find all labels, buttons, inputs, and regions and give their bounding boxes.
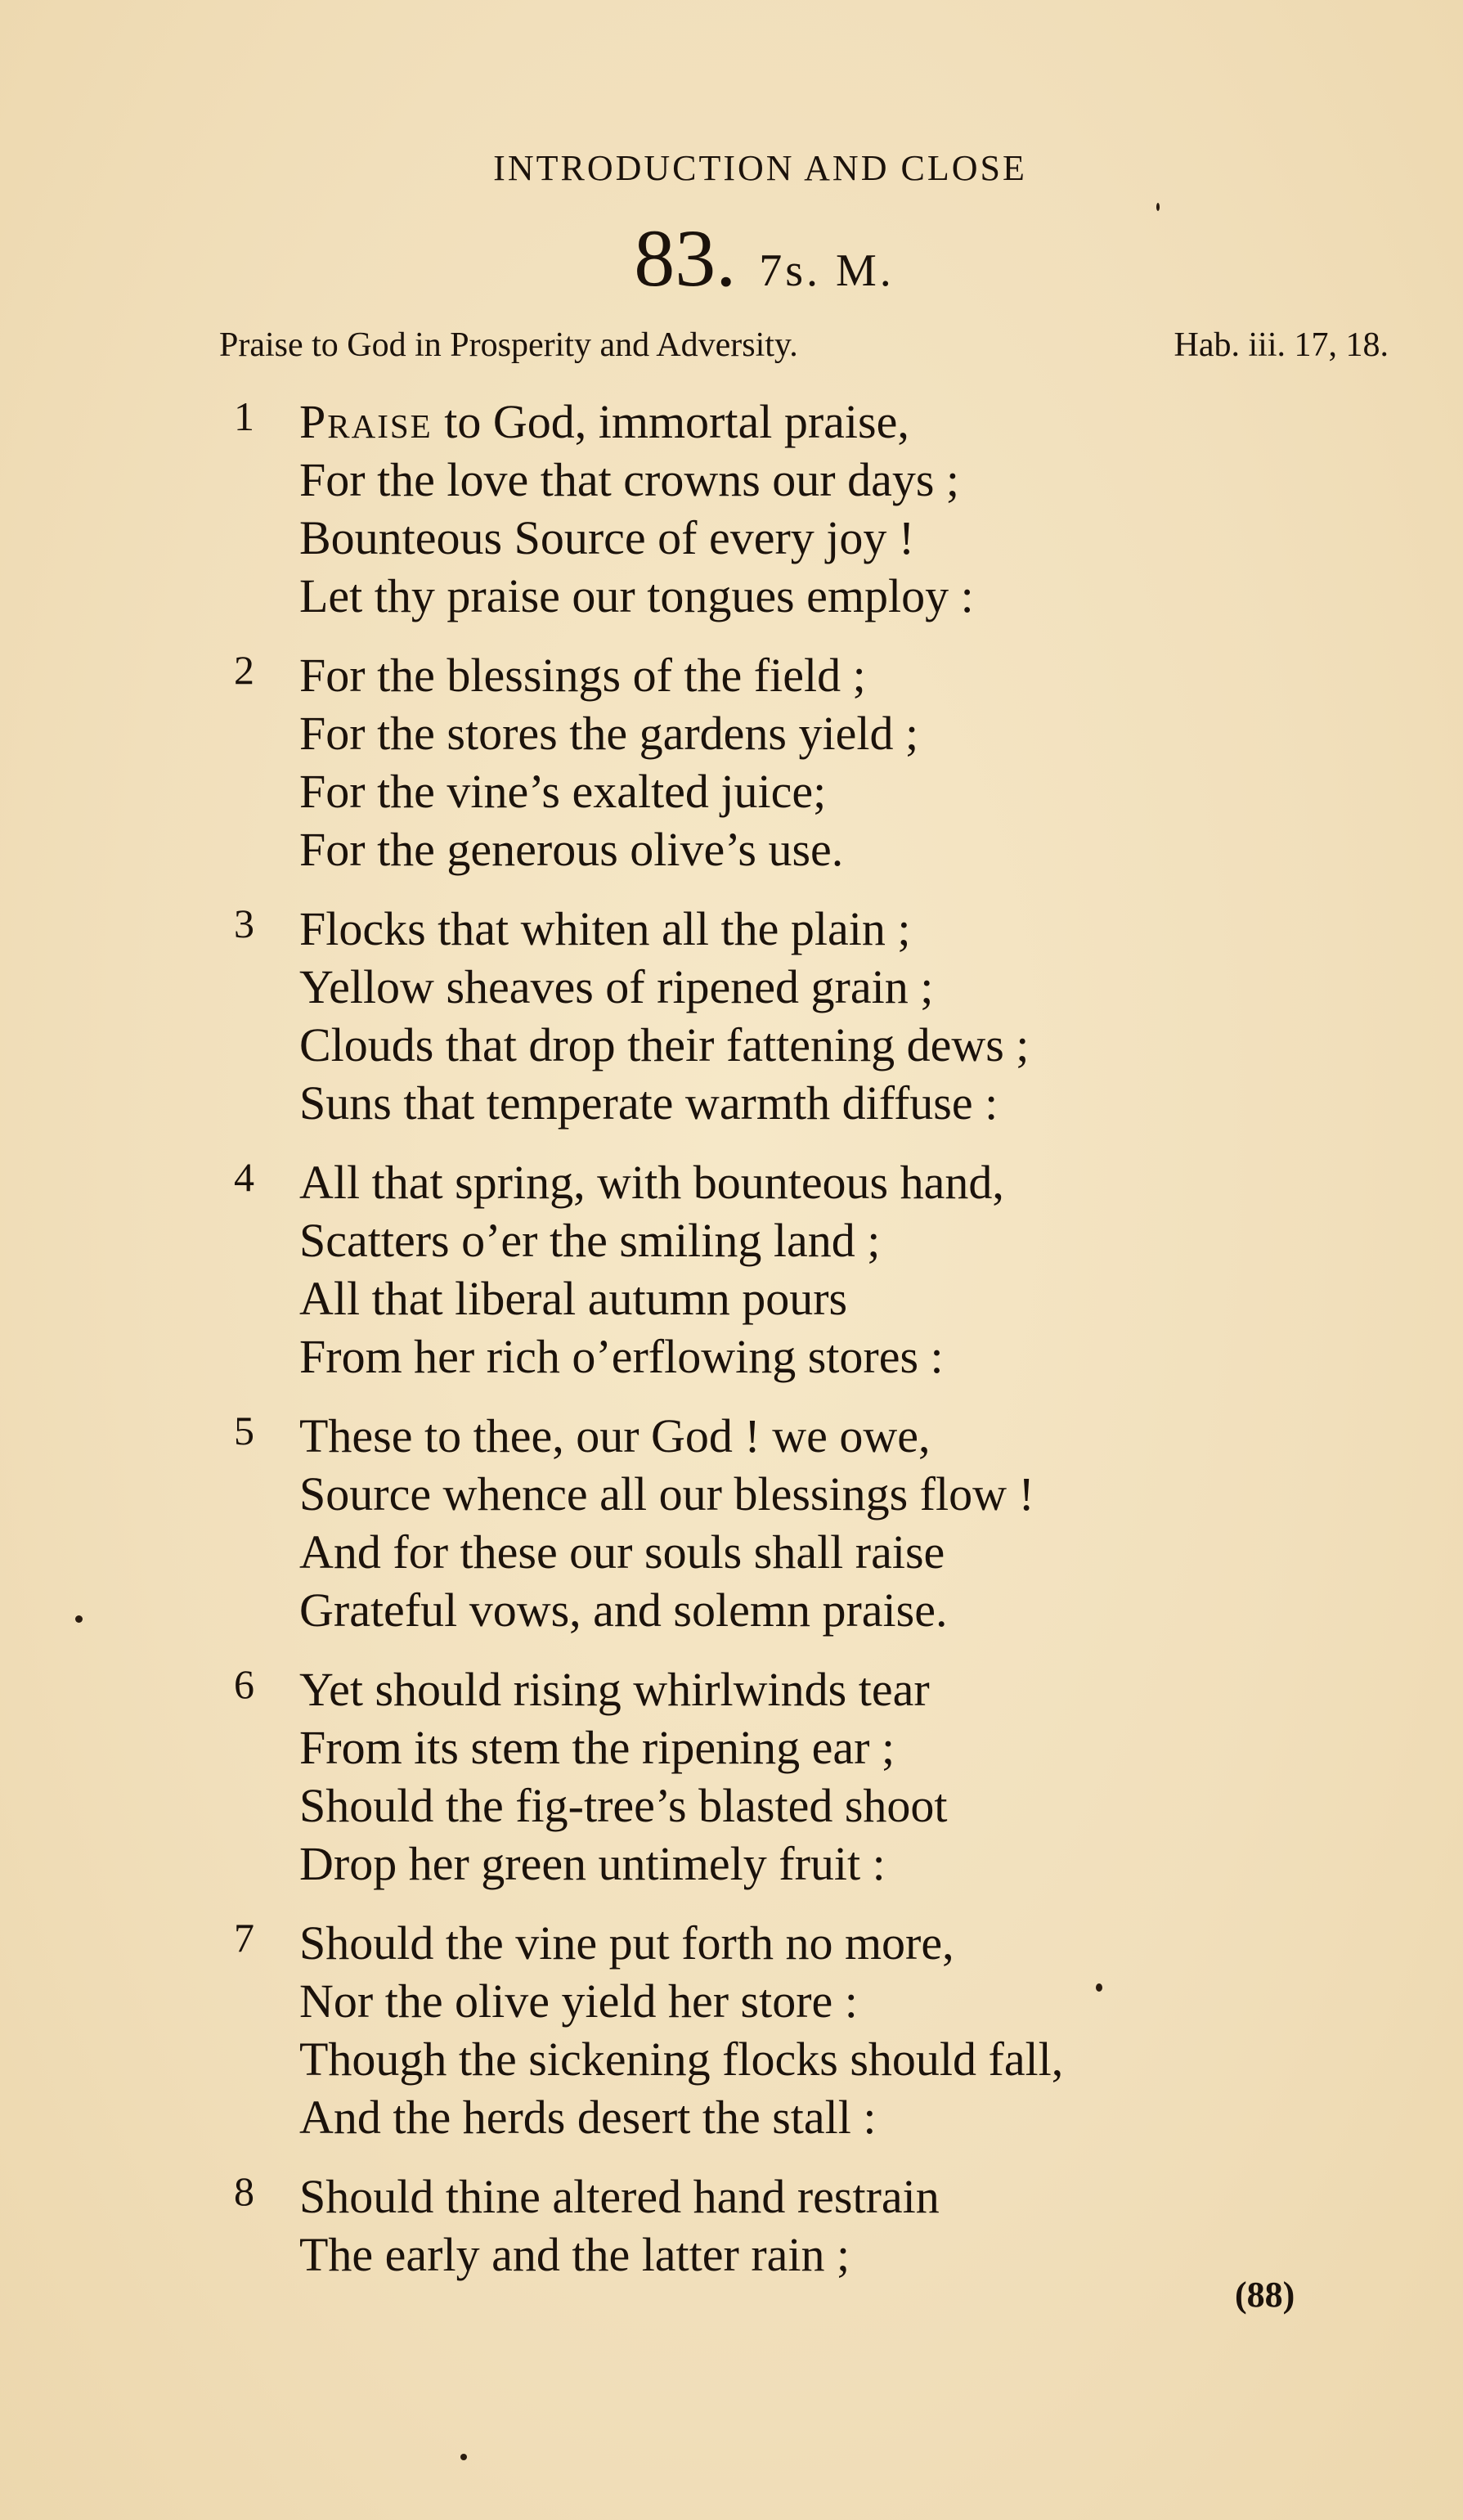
ink-speck — [1156, 203, 1160, 211]
stanza-1 — [234, 393, 1297, 625]
hymn-heading — [0, 211, 1463, 305]
verse-line: Grateful vows, and solemn praise. — [299, 1583, 948, 1637]
verse-line: All that liberal autumn pours — [299, 1272, 848, 1325]
verse-line: Yellow sheaves of ripened grain ; — [299, 960, 934, 1013]
verse-line-rest: to God, immortal praise, — [432, 395, 909, 448]
stanza-number: 2 — [234, 647, 254, 693]
ink-speck — [1096, 1983, 1102, 1992]
page-number: (88) — [1235, 2275, 1295, 2315]
verse-line: Scatters o’er the smiling land ; — [299, 1214, 881, 1267]
verse-line: For the vine’s exalted juice; — [299, 765, 827, 818]
verse-line: Yet should rising whirlwinds tear — [299, 1663, 930, 1716]
hymn-title: Praise to God in Prosperity and Adversity. — [219, 326, 798, 364]
verse-line: From her rich o’erflowing stores : — [299, 1330, 944, 1383]
scripture-reference: Hab. iii. 17, 18. — [1174, 326, 1389, 364]
verse-line: Bounteous Source of every joy ! — [299, 511, 915, 564]
stanza-6 — [234, 1660, 1297, 1893]
running-header: INTRODUCTION AND CLOSE — [493, 148, 1027, 188]
stanza-2 — [234, 646, 1297, 878]
verse-line: Though the sickening flocks should fall, — [299, 2033, 1064, 2086]
verse-line: All that spring, with bounteous hand, — [299, 1156, 1004, 1209]
hymn-meter: 7s. M. — [759, 245, 895, 296]
stanza-number: 1 — [234, 393, 254, 439]
ink-speck — [75, 1615, 83, 1623]
initial-word: Praise — [299, 395, 433, 448]
stanza-4 — [234, 1153, 1297, 1386]
verse-line: For the stores the gardens yield ; — [299, 707, 919, 760]
verse-line: And for these our souls shall raise — [299, 1525, 945, 1579]
verse-line: Should the fig-tree’s blasted shoot — [299, 1779, 948, 1832]
stanza-number: 3 — [234, 901, 254, 946]
verse-line: Suns that temperate warmth diffuse : — [299, 1076, 999, 1130]
verse-line: Let thy praise our tongues employ : — [299, 569, 974, 622]
verse-line — [299, 393, 1297, 451]
hymn-number: 83. — [634, 213, 737, 303]
verse-line: Should the vine put forth no more, — [299, 1916, 954, 1970]
stanza-8 — [234, 2167, 1297, 2284]
hymn-subtitle — [219, 326, 1389, 365]
verse-line: And the herds desert the stall : — [299, 2091, 877, 2144]
verse-line: From its stem the ripening ear ; — [299, 1721, 895, 1774]
verse-line: Should thine altered hand restrain — [299, 2170, 940, 2223]
verse-line: Flocks that whiten all the plain ; — [299, 902, 911, 955]
verse-line: For the generous olive’s use. — [299, 823, 844, 876]
verse-line: Source whence all our blessings flow ! — [299, 1467, 1034, 1521]
verse-line: Drop her green untimely fruit : — [299, 1837, 886, 1890]
verse-line: The early and the latter rain ; — [299, 2228, 850, 2281]
stanza-number: 7 — [234, 1915, 254, 1961]
hymn-text — [234, 393, 1297, 2305]
verse-line: Clouds that drop their fattening dews ; — [299, 1018, 1030, 1071]
verse-line: For the blessings of the field ; — [299, 649, 866, 702]
stanza-7 — [234, 1914, 1297, 2146]
stanza-3 — [234, 900, 1297, 1132]
stanza-number: 5 — [234, 1408, 254, 1453]
stanza-number: 4 — [234, 1154, 254, 1200]
stanza-5 — [234, 1407, 1297, 1639]
stanza-number: 8 — [234, 2168, 254, 2214]
stanza-number: 6 — [234, 1661, 254, 1707]
verse-line: For the love that crowns our days ; — [299, 453, 960, 506]
verse-line: Nor the olive yield her store : — [299, 1974, 858, 2028]
verse-line: These to thee, our God ! we owe, — [299, 1409, 931, 1462]
ink-speck — [460, 2454, 467, 2460]
